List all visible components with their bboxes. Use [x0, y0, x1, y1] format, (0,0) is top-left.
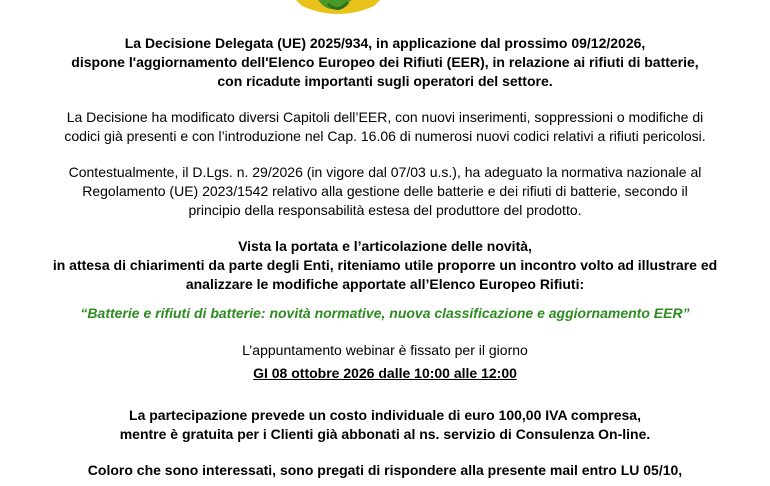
reply-line-1: Coloro che sono interessati, sono pregati di rispondere alla presente mail entro LU 05/10, — [87, 462, 683, 478]
logo-image — [296, 0, 380, 20]
cost-line-2: mentre è gratuita per i Clienti già abbonati al ns. servizio di Consulenza On-line. — [119, 426, 651, 442]
paragraph2-line-3: principio della responsabilità estesa del produttore del prodotto. — [188, 202, 582, 218]
intro-line-2: dispone l'aggiornamento dell'Elenco Europeo dei Rifiuti (EER), in relazione ai rifiuti di batterie, — [71, 54, 699, 70]
webinar-title — [0, 304, 770, 323]
paragraph2-line-1: Contestualmente, il D.Lgs. n. 29/2026 (in vigore dal 07/03 u.s.), ha adeguato la normativa nazionale al — [68, 164, 702, 180]
paragraph1-line-1: La Decisione ha modificato diversi Capitoli dell’EER, con nuovi inserimenti, soppressioni o modifiche di — [66, 109, 704, 125]
intro-line-1: La Decisione Delegata (UE) 2025/934, in applicazione dal prossimo 09/12/2026, — [124, 35, 646, 51]
proposal-line-1: Vista la portata e l’articolazione delle novità, — [238, 238, 532, 254]
schedule-intro-text: L’appuntamento webinar è fissato per il giorno — [242, 342, 528, 358]
intro-line-3: con ricadute importanti sugli operatori del settore. — [217, 73, 553, 89]
cost-paragraph — [0, 406, 770, 444]
paragraph-decisione — [0, 108, 770, 146]
intro-paragraph — [0, 34, 770, 91]
cost-line-1: La partecipazione prevede un costo individuale di euro 100,00 IVA compresa, — [129, 407, 641, 423]
proposal-paragraph — [0, 237, 770, 294]
proposal-line-3: analizzare le modifiche apportate all’Elenco Europeo Rifiuti: — [185, 276, 585, 292]
schedule-intro — [0, 341, 770, 360]
paragraph2-line-2: Regolamento (UE) 2023/1542 relativo alla gestione delle batterie e dei rifiuti di batterie, secondo il — [82, 183, 688, 199]
paragraph-dlgs — [0, 163, 770, 220]
webinar-title-text: “Batterie e rifiuti di batterie: novità normative, nuova classificazione e aggiornamento EER” — [80, 305, 690, 321]
proposal-line-2: in attesa di chiarimenti da parte degli Enti, riteniamo utile proporre un incontro volto ad illustrare ed — [52, 257, 718, 273]
schedule-date-text: GI 08 ottobre 2026 dalle 10:00 alle 12:00 — [253, 365, 517, 381]
paragraph1-line-2: codici già presenti e con l’introduzione nel Cap. 16.06 di numerosi nuovi codici relativi a rifiuti pericolosi. — [64, 128, 706, 144]
reply-paragraph — [0, 461, 770, 480]
schedule-date — [0, 364, 770, 383]
